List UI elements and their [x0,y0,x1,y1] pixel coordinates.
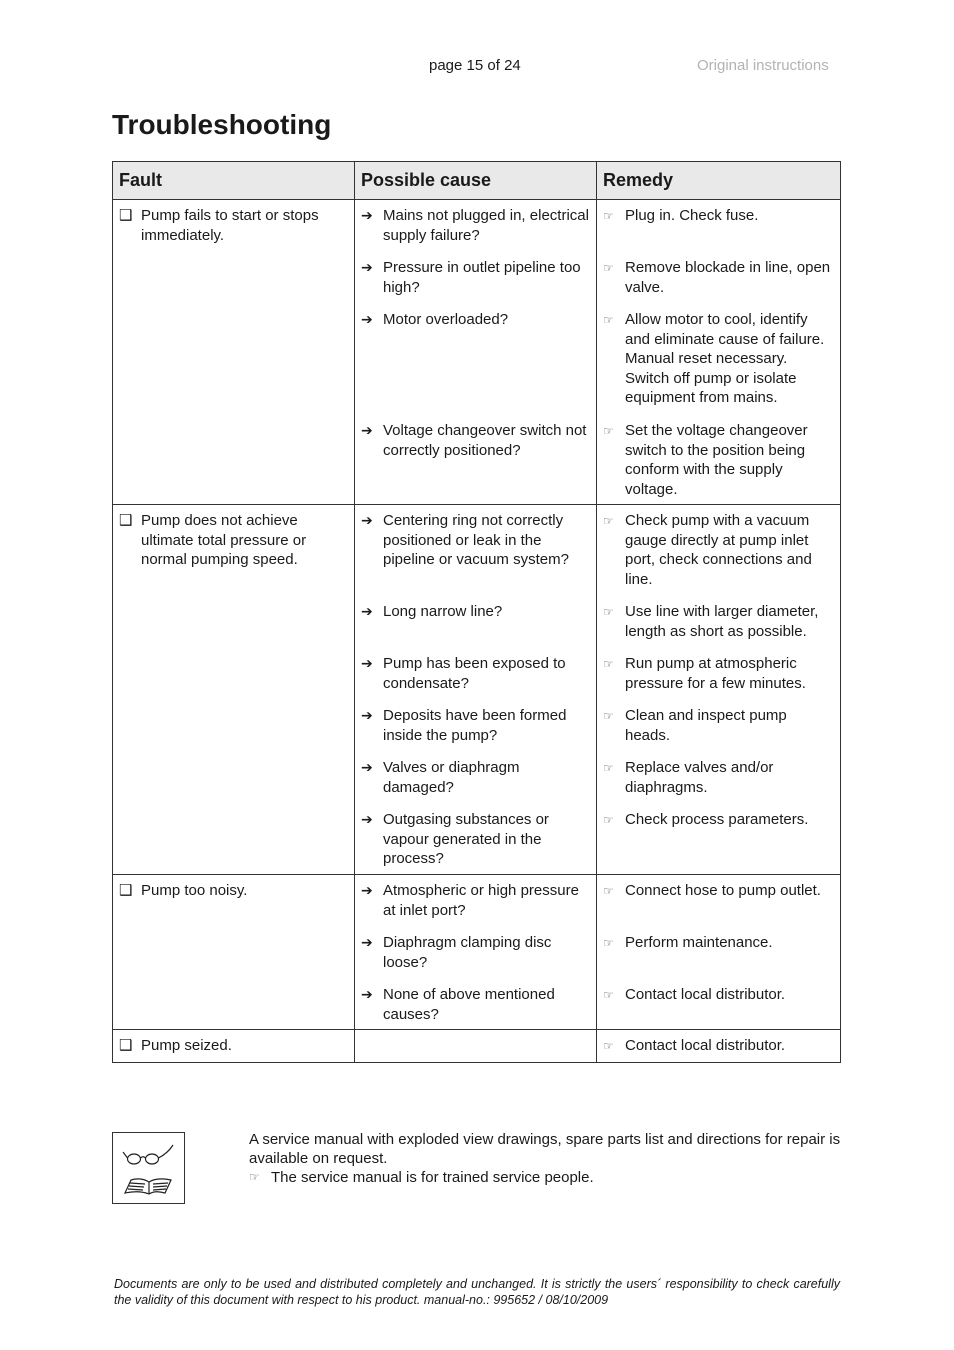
remedy-text: Contact local distributor. [625,1037,786,1054]
fault-cell [113,875,355,1030]
remedy-cell [597,505,841,875]
pointing-hand-icon: ☞ [249,1170,260,1184]
arrow-right-icon: ➔ [361,603,373,619]
remedy-text: Perform maintenance. [625,934,773,951]
cause-text: Outgasing substances or vapour generated in the process? [383,811,549,867]
page-title: Troubleshooting [112,109,332,140]
arrow-right-icon: ➔ [361,655,373,671]
pointing-hand-icon: ☞ [603,813,614,827]
cause-cell [355,1030,597,1063]
fault-cell [113,1030,355,1063]
service-manual-hint [249,1168,849,1187]
cause-text: Voltage changeover switch not correctly positioned? [383,422,587,459]
remedy-cell [597,200,841,505]
pointing-hand-icon: ☞ [603,209,614,223]
remedy-text: Check pump with a vacuum gauge directly at pump inlet port, check connections and line. [625,512,812,588]
arrow-right-icon: ➔ [361,811,373,827]
pointing-hand-icon: ☞ [603,884,614,898]
arrow-right-icon: ➔ [361,882,373,898]
cause-cell [355,875,597,1030]
pointing-hand-icon: ☞ [603,261,614,275]
service-manual-hint-text: The service manual is for trained service people. [271,1169,594,1186]
arrow-right-icon: ➔ [361,986,373,1002]
cause-text: Mains not plugged in, electrical supply failure? [383,207,589,244]
pointing-hand-icon: ☞ [603,988,614,1002]
cause-text: Diaphragm clamping disc loose? [383,934,552,971]
remedy-cell [597,1030,841,1063]
fault-text: Pump seized. [141,1037,232,1054]
cause-text: Pressure in outlet pipeline too high? [383,259,581,296]
pointing-hand-icon: ☞ [603,514,614,528]
original-instructions-label: Original instructions [697,57,829,74]
header-possible-cause: Possible cause [355,162,597,200]
fault-text: Pump does not achieve ultimate total pressure or normal pumping speed. [141,512,307,568]
pointing-hand-icon: ☞ [603,424,614,438]
header-remedy: Remedy [597,162,841,200]
fault-text: Pump too noisy. [141,882,248,899]
remedy-text: Check process parameters. [625,811,809,828]
pointing-hand-icon: ☞ [603,709,614,723]
cause-text: Deposits have been formed inside the pump? [383,707,567,744]
remedy-text: Replace valves and/or diaphragms. [625,759,774,796]
remedy-text: Connect hose to pump outlet. [625,882,821,899]
fault-text: Pump fails to start or stops immediately. [141,207,319,244]
arrow-right-icon: ➔ [361,934,373,950]
header-fault: Fault [113,162,355,200]
fault-cell [113,200,355,505]
arrow-right-icon: ➔ [361,259,373,275]
remedy-text: Use line with larger diameter, length as short as possible. [625,603,819,640]
cause-text: None of above mentioned causes? [383,986,555,1023]
arrow-right-icon: ➔ [361,207,373,223]
cause-text: Motor overloaded? [383,311,509,328]
remedy-text: Plug in. Check fuse. [625,207,759,224]
pointing-hand-icon: ☞ [603,605,614,619]
footer-disclaimer: Documents are only to be used and distributed completely and unchanged. It is strictly the users´ responsibility to check carefully the validity of this document with respect to his product. manual-no.: 995652 / 08/10/2009 [114,1277,840,1307]
checkbox-icon: ❑ [119,1037,133,1054]
table-row [113,200,841,505]
reading-glasses-book-icon [112,1132,185,1204]
checkbox-icon: ❑ [119,207,133,224]
remedy-text: Set the voltage changeover switch to the position being conform with the supply voltage. [625,422,808,498]
cause-text: Long narrow line? [383,603,503,620]
cause-cell [355,200,597,505]
pointing-hand-icon: ☞ [603,761,614,775]
remedy-text: Remove blockade in line, open valve. [625,259,831,296]
pointing-hand-icon: ☞ [603,936,614,950]
remedy-text: Run pump at atmospheric pressure for a few minutes. [625,655,806,692]
cause-text: Pump has been exposed to condensate? [383,655,566,692]
cause-text: Valves or diaphragm damaged? [383,759,520,796]
service-manual-text: A service manual with exploded view drawings, spare parts list and directions for repair is available on request. [249,1131,841,1167]
pointing-hand-icon: ☞ [603,1039,614,1053]
fault-cell [113,505,355,875]
table-row [113,1030,841,1063]
remedy-text: Clean and inspect pump heads. [625,707,787,744]
pointing-hand-icon: ☞ [603,313,614,327]
checkbox-icon: ❑ [119,512,133,529]
checkbox-icon: ❑ [119,882,133,899]
pointing-hand-icon: ☞ [603,657,614,671]
service-manual-note [249,1130,849,1187]
table-row [113,505,841,875]
table-header-row [113,162,841,200]
troubleshooting-table [112,161,841,1063]
manual-icon-drawing [113,1133,184,1203]
cause-text: Centering ring not correctly positioned or leak in the pipeline or vacuum system? [383,512,569,568]
arrow-right-icon: ➔ [361,512,373,528]
remedy-text: Contact local distributor. [625,986,786,1003]
cause-text: Atmospheric or high pressure at inlet port? [383,882,579,919]
table-row [113,875,841,1030]
arrow-right-icon: ➔ [361,422,373,438]
remedy-cell [597,875,841,1030]
page-number: page 15 of 24 [429,57,521,74]
cause-cell [355,505,597,875]
arrow-right-icon: ➔ [361,311,373,327]
remedy-text: Allow motor to cool, identify and eliminate cause of failure. Manual reset necessary. Switch off pump or isolate equipment from mains. [625,311,825,406]
arrow-right-icon: ➔ [361,707,373,723]
arrow-right-icon: ➔ [361,759,373,775]
